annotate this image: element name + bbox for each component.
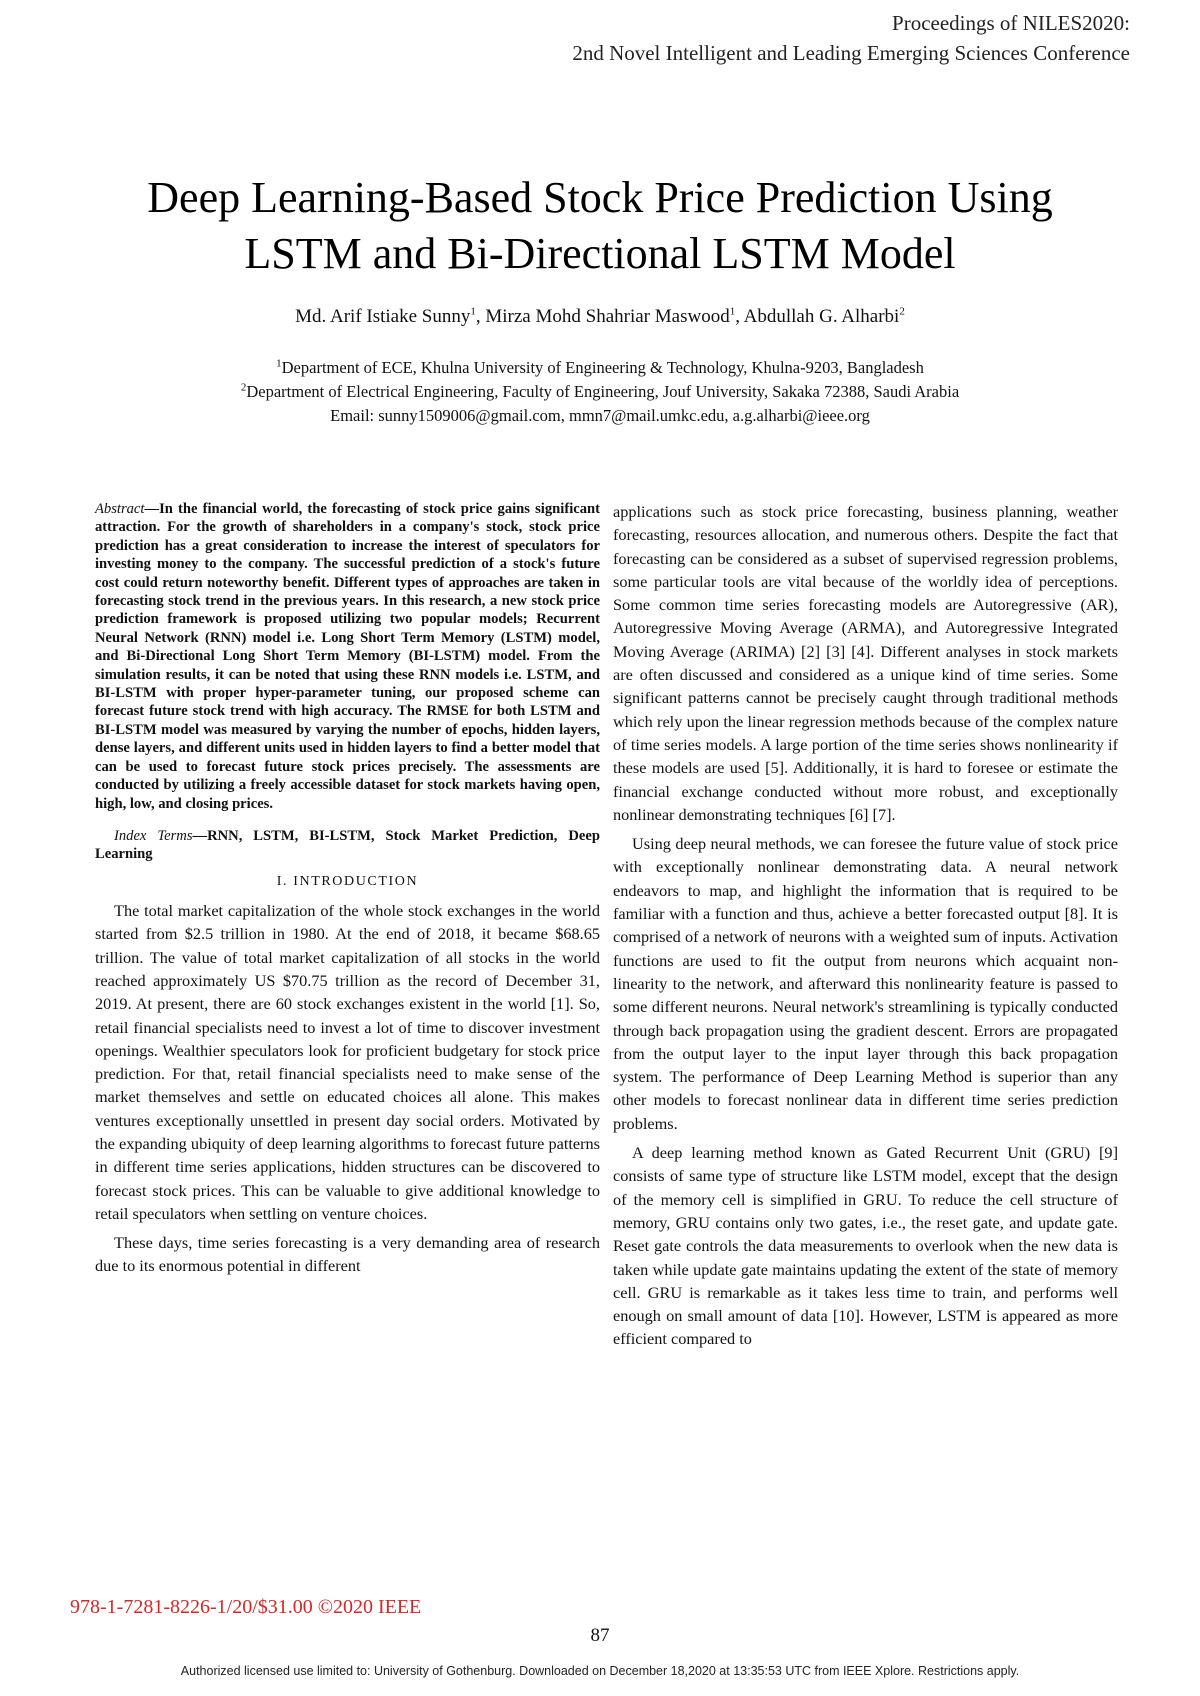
affiliations xyxy=(60,356,1140,428)
title-line-1: Deep Learning-Based Stock Price Prediction Using xyxy=(147,173,1053,222)
section-heading-introduction: I. INTRODUCTION xyxy=(276,873,419,889)
author-affiliation-mark: 1 xyxy=(729,305,736,318)
affiliation-text: Department of Electrical Engineering, Faculty of Engineering, Jouf University, Sakaka 72388, Saudi Arabia xyxy=(246,382,960,401)
affiliation-2 xyxy=(60,380,1140,404)
page-number: 87 xyxy=(590,1625,610,1646)
affiliation-mark: 1 xyxy=(276,357,282,370)
intro-paragraph-2: These days, time series forecasting is a very demanding area of research due to its enormous potential in different xyxy=(95,1233,600,1276)
proceedings-line-1: Proceedings of NILES2020: xyxy=(892,11,1130,35)
intro-paragraph-1: The total market capitalization of the whole stock exchanges in the world started from $2.5 trillion in 1980. At the end of 2018, it became $68.65 trillion. The value of total market capitalization of all stocks in the world reached approximately US $70.75 trillion as the record of December 31, 2019. At present, there are 60 stock exchanges existent in the world [1]. So, retail financial specialists need to invest a lot of time to discover investment openings. Wealthier speculators look for proficient budgetary for stock price prediction. For that, retail financial specialists need to make sense of the market themselves and settle on educated choices all alone. This makes ventures exceptionally unsettled in present day social orders. Motivated by the expanding ubiquity of deep learning algorithms to forecast future patterns in different time series applications, hidden structures can be discovered to forecast stock prices. This can be valuable to give additional knowledge to retail speculators when settling on venture choices. xyxy=(95,901,600,1223)
right-column xyxy=(613,500,1118,1357)
left-column xyxy=(95,500,600,1284)
proceedings-header xyxy=(572,8,1130,68)
abstract-label: Abstract xyxy=(95,501,145,517)
email-line: Email: sunny1509006@gmail.com, mmn7@mail.umkc.edu, a.g.alharbi@ieee.org xyxy=(330,406,870,425)
intro-paragraph-2-continued: applications such as stock price forecasting, business planning, weather forecasting, resources allocation, and numerous others. Despite the fact that forecasting can be considered as a subset of supervised regression problems, some particular tools are vital because of the worldly idea of perceptions. Some common time series forecasting models are Autoregressive (AR), Autoregressive Moving Average (ARMA), and Autoregressive Integrated Moving Average (ARIMA) [2] [3] [4]. Different analyses in stock markets are often discussed and considered as a unique kind of time series. Some significant patterns cannot be precisely caught through traditional methods which rely upon the linear regression methods because of the complex nature of time series models. A large portion of the time series shows nonlinearity if these models are used [5]. Additionally, it is hard to foresee or estimate the financial exchange conducted without more robust, and exceptionally nonlinear demonstrating techniques [6] [7]. xyxy=(613,502,1118,824)
isbn-copyright: 978-1-7281-8226-1/20/$31.00 ©2020 IEEE xyxy=(70,1596,422,1618)
author-affiliation-mark: 1 xyxy=(470,305,476,318)
affiliation-mark: 2 xyxy=(240,381,247,394)
authorized-use-notice: Authorized licensed use limited to: University of Gothenburg. Downloaded on December 18,2020 at 13:35:53 UTC from IEEE Xplore. Restrictions apply. xyxy=(180,1664,1020,1678)
index-terms-text: —RNN, LSTM, BI-LSTM, Stock Market Prediction, Deep Learning xyxy=(95,827,600,863)
index-terms xyxy=(95,827,600,864)
paper-title xyxy=(60,170,1140,282)
intro-paragraph-3: Using deep neural methods, we can foresee the future value of stock price with exceptionally nonlinear demonstrating data. A neural network endeavors to map, and highlight the information that is required to be familiar with a function and thus, achieve a better forecasted output [8]. It is comprised of a network of neurons with a weighted sum of inputs. Activation functions are used to fit the output from neurons which acquaint non-linearity to the network, and afterward this nonlinearity feature is passed to some different neurons. Neural network's streamlining is typically conducted through back propagation using the gradient descent. Errors are propagated from the output layer to the input layer through this back propagation system. The performance of Deep Learning Method is superior than any other models to forecast nonlinear data in different time series prediction problems. xyxy=(613,834,1118,1133)
intro-paragraph-4: A deep learning method known as Gated Recurrent Unit (GRU) [9] consists of same type of structure like LSTM model, except that the design of the memory cell is simplified in GRU. To reduce the cell structure of memory, GRU contains only two gates, i.e., the reset gate, and update gate. Reset gate controls the data measurements to overlook when the new data is taken while update gate maintains updating the extent of the state of memory cell. GRU is remarkable as it takes less time to train, and performs well enough on small amount of data [10]. However, LSTM is appeared as more efficient compared to xyxy=(613,1143,1118,1349)
affiliation-1 xyxy=(60,356,1140,380)
proceedings-line-2: 2nd Novel Intelligent and Leading Emerging Sciences Conference xyxy=(572,41,1130,65)
author-affiliation-mark: 2 xyxy=(899,305,905,318)
author-name: Abdullah G. Alharbi xyxy=(743,306,900,327)
title-line-2: LSTM and Bi-Directional LSTM Model xyxy=(244,229,956,278)
affiliation-text: Department of ECE, Khulna University of Engineering & Technology, Khulna-9203, Bangladesh xyxy=(281,358,924,377)
abstract-text: —In the financial world, the forecasting of stock price gains significant attraction. For the growth of shareholders in a company's stock, stock price prediction has a great consideration to increase the interest of speculators for investing money to the company. The successful prediction of a stock's future cost could return noteworthy benefit. Different types of approaches are taken in forecasting stock trend in the previous years. In this research, a new stock price prediction framework is proposed utilizing two popular models; Recurrent Neural Network (RNN) model i.e. Long Short Term Memory (LSTM) model, and Bi-Directional Long Short Term Memory (BI-LSTM) model. From the simulation results, it can be noted that using these RNN models i.e. LSTM, and BI-LSTM with proper hyper-parameter tuning, our proposed scheme can forecast future stock trend with high accuracy. The RMSE for both LSTM and BI-LSTM model was measured by varying the number of epochs, hidden layers, dense layers, and different units used in hidden layers to find a better model that can be used to forecast future stock prices precisely. The assessments are conducted by utilizing a freely accessible dataset for stock markets having open, high, low, and closing prices. xyxy=(95,501,600,812)
abstract xyxy=(95,500,600,813)
author-name: Md. Arif Istiake Sunny xyxy=(295,306,471,327)
author-list: Md. Arif Istiake Sunny$^1$, Mirza Mohd Shahriar Maswood$^1$, Abdullah G. Alharbi$^2$ xyxy=(295,305,905,327)
index-terms-label: Index Terms xyxy=(114,827,193,844)
author-name: Mirza Mohd Shahriar Maswood xyxy=(485,306,730,327)
